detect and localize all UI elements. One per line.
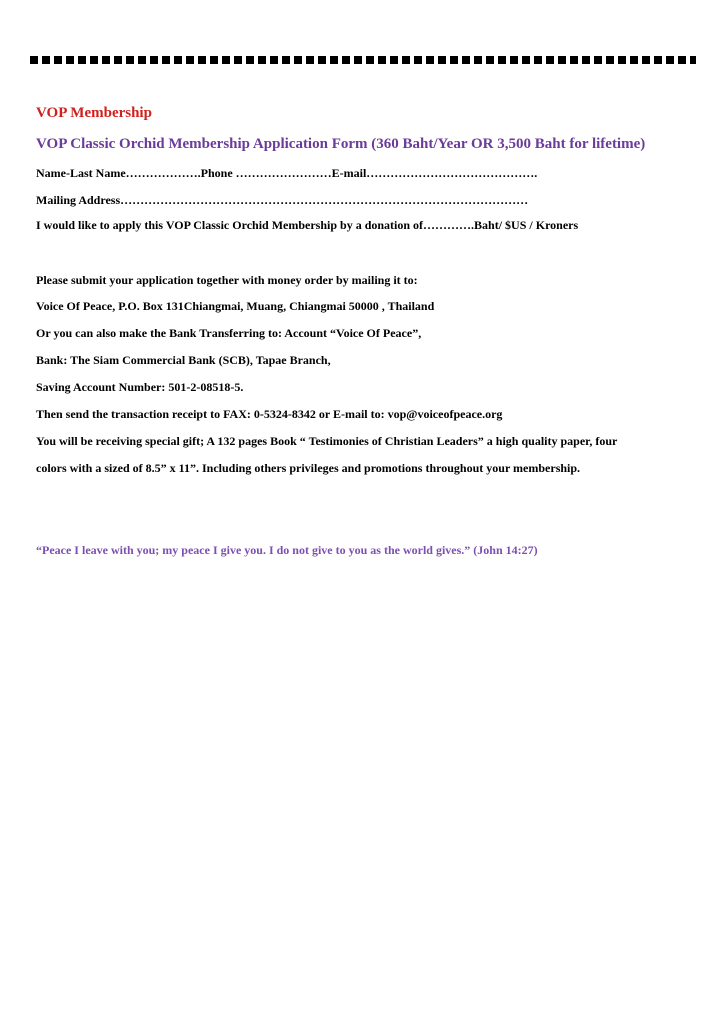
instruction-line: Bank: The Siam Commercial Bank (SCB), Tapae Branch, bbox=[36, 353, 331, 367]
instruction-line: Saving Account Number: 501-2-08518-5. bbox=[36, 380, 244, 394]
mailing-address-field-line: Mailing Address………………………………………………………………………………………… bbox=[36, 193, 529, 207]
instruction-line: Please submit your application together with money order by mailing it to: bbox=[36, 273, 418, 287]
donation-field-line: I would like to apply this VOP Classic Orchid Membership by a donation of………….Baht/ $US / Kroners bbox=[36, 218, 579, 232]
scripture-quote: “Peace I leave with you; my peace I give you. I do not give to you as the world gives.” (John 14:27) bbox=[36, 543, 538, 557]
dashed-rule bbox=[30, 56, 696, 64]
name-phone-email-field-line: Name-Last Name……………….Phone ……………………E-mail……………………………………. bbox=[36, 166, 538, 180]
instruction-line: Or you can also make the Bank Transferring to: Account “Voice Of Peace”, bbox=[36, 326, 422, 340]
instruction-line: Then send the transaction receipt to FAX: 0-5324-8342 or E-mail to: vop@voiceofpeace.org bbox=[36, 407, 503, 421]
form-title: VOP Classic Orchid Membership Application Form (360 Baht/Year OR 3,500 Baht for lifetime) bbox=[36, 136, 646, 152]
instruction-line: You will be receiving special gift; A 132 pages Book “ Testimonies of Christian Leaders” a high quality paper, four bbox=[36, 434, 618, 448]
page-title: VOP Membership bbox=[36, 105, 152, 121]
instruction-line: Voice Of Peace, P.O. Box 131Chiangmai, Muang, Chiangmai 50000 , Thailand bbox=[36, 299, 435, 313]
instruction-line: colors with a sized of 8.5” x 11”. Including others privileges and promotions throughout your membership. bbox=[36, 461, 581, 475]
